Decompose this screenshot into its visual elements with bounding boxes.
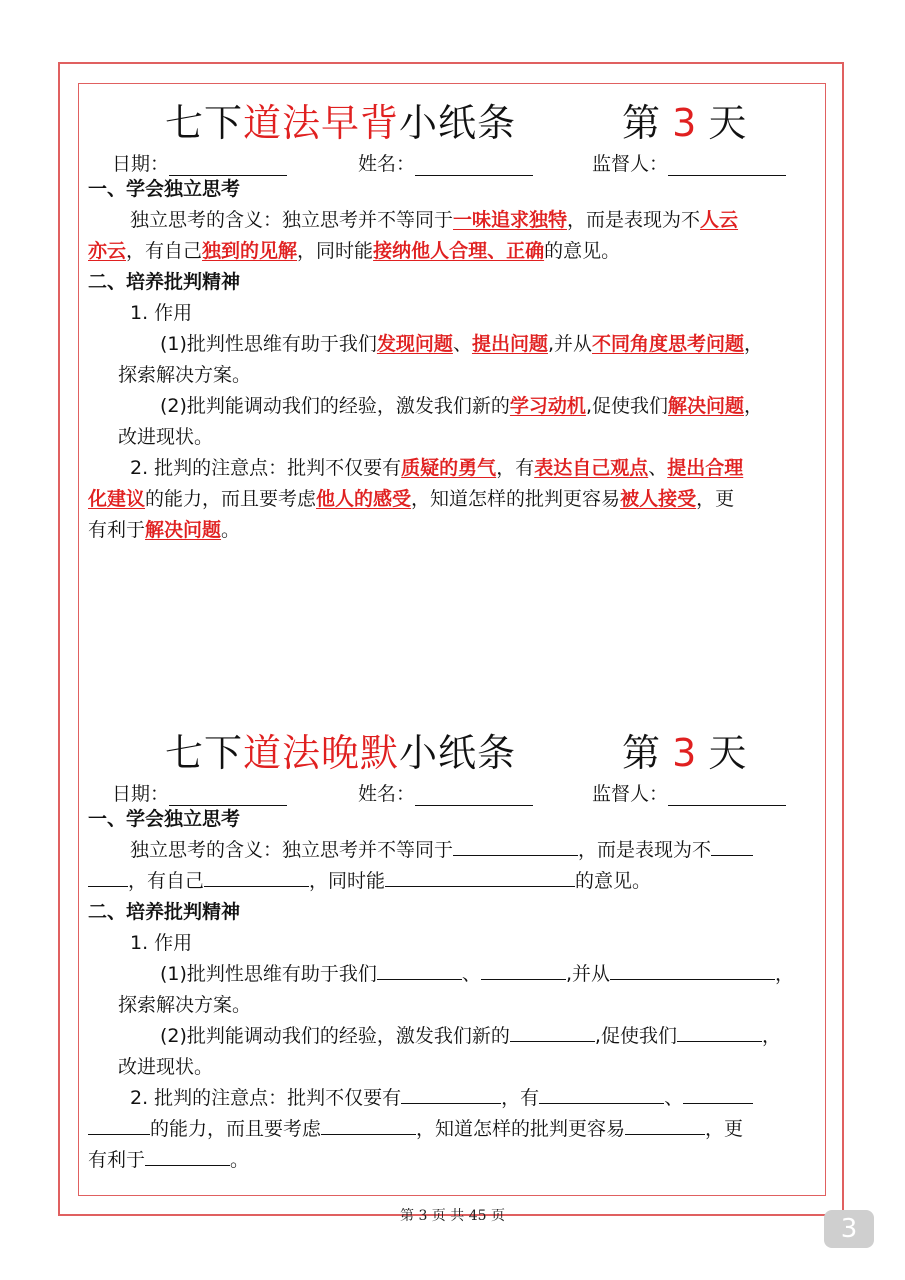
paragraph-line: (1)批判性思维有助于我们发现问题、提出问题,并从不同角度思考问题， [160,333,764,355]
fill-blank[interactable] [510,1025,595,1042]
fill-blank[interactable] [453,839,578,856]
evening-title: 七下道法晚默小纸条 [165,731,517,775]
paragraph-line: 亦云，有自己独到的见解，同时能接纳他人合理、正确的意见。 [88,240,621,262]
fill-blank[interactable] [683,1087,753,1104]
paragraph-line: (2)批判能调动我们的经验，激发我们新的 ,促使我们 ， [160,1025,781,1047]
subheading: 1. 作用 [130,932,193,954]
fill-blank[interactable] [539,1087,664,1104]
supervisor-field[interactable]: 监督人： [592,779,786,806]
paragraph-line: 探索解决方案。 [118,364,252,386]
paragraph-line: 有利于解决问题。 [88,519,241,541]
paragraph-line: ，有自己 ，同时能 的意见。 [88,869,651,893]
paragraph-line: 改进现状。 [118,1056,214,1078]
page-footer: 第 3 页 共 45 页 [400,1208,505,1224]
section-1-heading: 一、学会独立思考 [88,808,241,830]
section-2-heading: 二、培养批判精神 [88,271,241,293]
section-1-heading: 一、学会独立思考 [88,178,241,200]
paragraph-line: 有利于 。 [88,1149,250,1171]
fill-blank[interactable] [401,1087,501,1104]
fill-blank[interactable] [88,870,128,887]
evening-day-label: 第 3 天 [622,731,747,775]
paragraph-line: 改进现状。 [118,426,214,448]
fill-blank[interactable] [711,839,753,856]
fill-blank[interactable] [677,1025,762,1042]
section-2-heading: 二、培养批判精神 [88,901,241,923]
paragraph-line: 探索解决方案。 [118,994,252,1016]
fill-blank[interactable] [145,1149,230,1166]
paragraph-line: 2. 批判的注意点：批判不仅要有质疑的勇气，有表达自己观点、提出合理 [130,457,744,479]
page-number-badge: 3 [824,1210,874,1248]
fill-blank[interactable] [610,963,775,980]
paragraph-line: 独立思考的含义：独立思考并不等同于 ，而是表现为不 [130,838,753,862]
paragraph-line: (1)批判性思维有助于我们 、 ,并从 ， [160,963,794,985]
date-field[interactable]: 日期： [112,149,287,176]
morning-day-label: 第 3 天 [622,101,747,145]
date-field[interactable]: 日期： [112,779,287,806]
fill-blank[interactable] [204,870,309,887]
fill-blank[interactable] [385,870,575,887]
paragraph-line: 化建议的能力，而且要考虑他人的感受，知道怎样的批判更容易被人接受，更 [88,488,735,510]
name-field[interactable]: 姓名： [358,779,533,806]
fill-blank[interactable] [377,963,462,980]
paragraph-line: 独立思考的含义：独立思考并不等同于一味追求独特，而是表现为不人云 [130,209,739,231]
paragraph-line: 2. 批判的注意点：批判不仅要有 ，有 、 [130,1086,753,1110]
fill-blank[interactable] [625,1118,705,1135]
morning-title: 七下道法早背小纸条 [165,101,517,145]
fill-blank[interactable] [481,963,566,980]
supervisor-field[interactable]: 监督人： [592,149,786,176]
name-field[interactable]: 姓名： [358,149,533,176]
subheading: 1. 作用 [130,302,193,324]
paragraph-line: 的能力，而且要考虑 ，知道怎样的批判更容易 ，更 [88,1117,743,1141]
fill-blank[interactable] [88,1118,150,1135]
paragraph-line: (2)批判能调动我们的经验，激发我们新的学习动机,促使我们解决问题， [160,395,764,417]
fill-blank[interactable] [321,1118,416,1135]
